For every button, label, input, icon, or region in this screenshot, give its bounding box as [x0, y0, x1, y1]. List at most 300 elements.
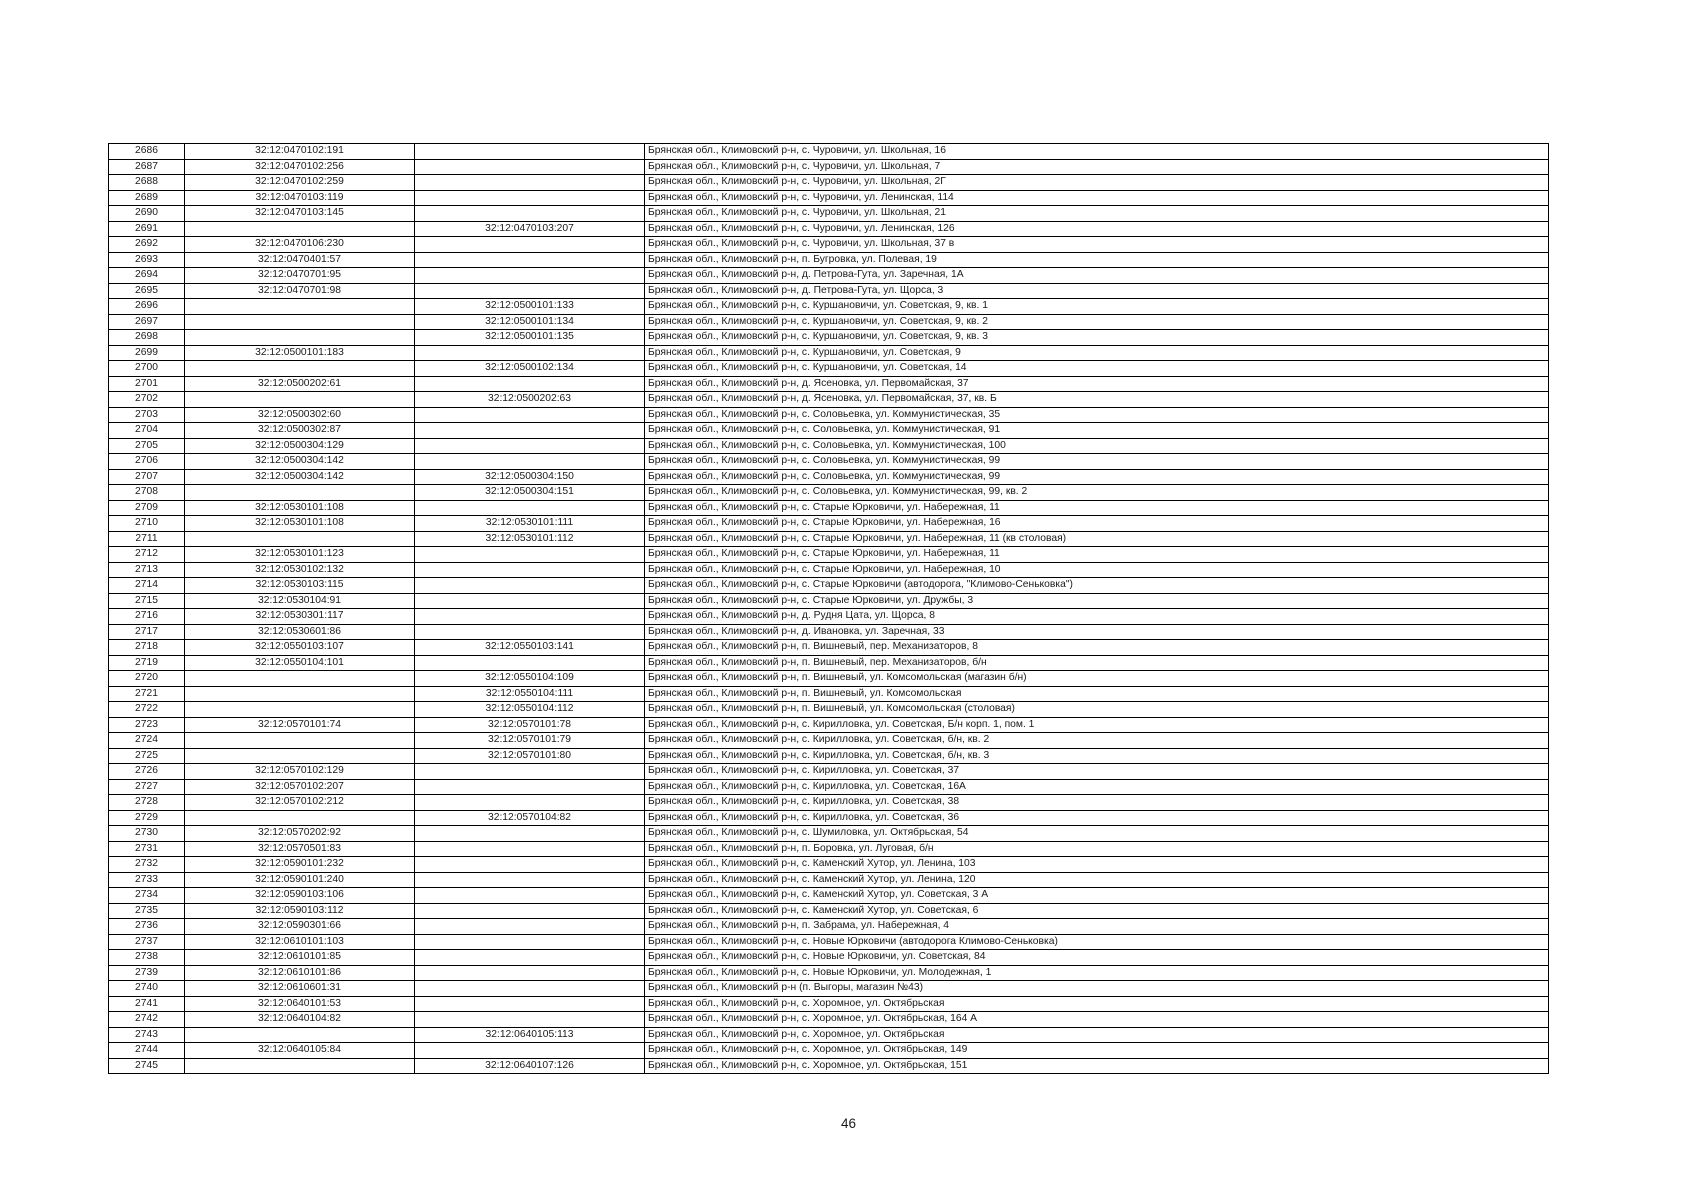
cadastral-number-cell: 32:12:0500304:142 [185, 454, 415, 470]
table-row [109, 454, 1549, 470]
table-row [109, 1043, 1549, 1059]
address-cell: Брянская обл., Климовский р-н, с. Старые Юрковичи, ул. Набережная, 11 [645, 547, 1549, 563]
cadastral-number-cell: 32:12:0470106:230 [185, 237, 415, 253]
address-cell: Брянская обл., Климовский р-н, с. Куршановичи, ул. Советская, 9, кв. 1 [645, 299, 1549, 315]
address-cell: Брянская обл., Климовский р-н, п. Вишневый, пер. Механизаторов, б/н [645, 655, 1549, 671]
row-number-cell: 2722 [109, 702, 185, 718]
address-cell: Брянская обл., Климовский р-н, с. Чуровичи, ул. Школьная, 2Г [645, 175, 1549, 191]
cadastral-number-cell [185, 748, 415, 764]
address-cell: Брянская обл., Климовский р-н, с. Кирилловка, ул. Советская, б/н, кв. 2 [645, 733, 1549, 749]
table-row [109, 283, 1549, 299]
address-cell: Брянская обл., Климовский р-н, с. Новые Юрковичи, ул. Молодежная, 1 [645, 965, 1549, 981]
row-number-cell: 2738 [109, 950, 185, 966]
row-number-cell: 2732 [109, 857, 185, 873]
table-row [109, 485, 1549, 501]
related-cadastral-number-cell [415, 841, 645, 857]
row-number-cell: 2728 [109, 795, 185, 811]
table-row [109, 919, 1549, 935]
registry-table-container [108, 143, 1548, 1074]
cadastral-number-cell: 32:12:0530301:117 [185, 609, 415, 625]
cadastral-number-cell [185, 1058, 415, 1074]
related-cadastral-number-cell: 32:12:0550104:111 [415, 686, 645, 702]
address-cell: Брянская обл., Климовский р-н, с. Чуровичи, ул. Школьная, 21 [645, 206, 1549, 222]
table-row [109, 655, 1549, 671]
row-number-cell: 2692 [109, 237, 185, 253]
related-cadastral-number-cell: 32:12:0570101:80 [415, 748, 645, 764]
related-cadastral-number-cell: 32:12:0500304:151 [415, 485, 645, 501]
row-number-cell: 2707 [109, 469, 185, 485]
row-number-cell: 2717 [109, 624, 185, 640]
related-cadastral-number-cell: 32:12:0500101:133 [415, 299, 645, 315]
row-number-cell: 2737 [109, 934, 185, 950]
row-number-cell: 2696 [109, 299, 185, 315]
cadastral-number-cell: 32:12:0530101:108 [185, 516, 415, 532]
row-number-cell: 2743 [109, 1027, 185, 1043]
row-number-cell: 2736 [109, 919, 185, 935]
row-number-cell: 2718 [109, 640, 185, 656]
row-number-cell: 2700 [109, 361, 185, 377]
cadastral-number-cell: 32:12:0610101:86 [185, 965, 415, 981]
table-row [109, 1058, 1549, 1074]
row-number-cell: 2739 [109, 965, 185, 981]
table-row [109, 221, 1549, 237]
row-number-cell: 2705 [109, 438, 185, 454]
cadastral-number-cell [185, 221, 415, 237]
table-row [109, 175, 1549, 191]
related-cadastral-number-cell [415, 857, 645, 873]
row-number-cell: 2740 [109, 981, 185, 997]
table-row [109, 159, 1549, 175]
related-cadastral-number-cell [415, 268, 645, 284]
row-number-cell: 2698 [109, 330, 185, 346]
row-number-cell: 2745 [109, 1058, 185, 1074]
address-cell: Брянская обл., Климовский р-н, п. Вишневый, пер. Механизаторов, 8 [645, 640, 1549, 656]
related-cadastral-number-cell [415, 144, 645, 160]
table-row [109, 516, 1549, 532]
cadastral-number-cell: 32:12:0470701:95 [185, 268, 415, 284]
table-row [109, 748, 1549, 764]
cadastral-number-cell [185, 702, 415, 718]
address-cell: Брянская обл., Климовский р-н, с. Старые Юрковичи (автодорога, "Климово-Сеньковка") [645, 578, 1549, 594]
cadastral-number-cell: 32:12:0590103:106 [185, 888, 415, 904]
cadastral-number-cell: 32:12:0590101:232 [185, 857, 415, 873]
related-cadastral-number-cell: 32:12:0550104:112 [415, 702, 645, 718]
address-cell: Брянская обл., Климовский р-н, с. Куршановичи, ул. Советская, 14 [645, 361, 1549, 377]
table-row [109, 888, 1549, 904]
address-cell: Брянская обл., Климовский р-н, с. Чуровичи, ул. Ленинская, 126 [645, 221, 1549, 237]
related-cadastral-number-cell [415, 423, 645, 439]
related-cadastral-number-cell [415, 903, 645, 919]
row-number-cell: 2714 [109, 578, 185, 594]
cadastral-number-cell: 32:12:0500302:87 [185, 423, 415, 439]
related-cadastral-number-cell [415, 500, 645, 516]
address-cell: Брянская обл., Климовский р-н, с. Чуровичи, ул. Школьная, 7 [645, 159, 1549, 175]
row-number-cell: 2733 [109, 872, 185, 888]
cadastral-number-cell: 32:12:0470102:256 [185, 159, 415, 175]
related-cadastral-number-cell [415, 175, 645, 191]
table-row [109, 996, 1549, 1012]
table-row [109, 593, 1549, 609]
cadastral-number-cell [185, 1027, 415, 1043]
table-row [109, 1012, 1549, 1028]
address-cell: Брянская обл., Климовский р-н, д. Петрова-Гута, ул. Заречная, 1А [645, 268, 1549, 284]
related-cadastral-number-cell [415, 237, 645, 253]
related-cadastral-number-cell [415, 965, 645, 981]
table-row [109, 702, 1549, 718]
related-cadastral-number-cell [415, 547, 645, 563]
table-row [109, 407, 1549, 423]
row-number-cell: 2720 [109, 671, 185, 687]
related-cadastral-number-cell: 32:12:0640105:113 [415, 1027, 645, 1043]
row-number-cell: 2704 [109, 423, 185, 439]
cadastral-number-cell: 32:12:0470102:191 [185, 144, 415, 160]
table-row [109, 252, 1549, 268]
cadastral-number-cell [185, 361, 415, 377]
table-row [109, 764, 1549, 780]
table-row [109, 965, 1549, 981]
table-row [109, 624, 1549, 640]
cadastral-number-cell: 32:12:0550103:107 [185, 640, 415, 656]
address-cell: Брянская обл., Климовский р-н, с. Кирилловка, ул. Советская, 36 [645, 810, 1549, 826]
cadastral-number-cell [185, 733, 415, 749]
table-row [109, 1027, 1549, 1043]
cadastral-number-cell: 32:12:0570202:92 [185, 826, 415, 842]
row-number-cell: 2724 [109, 733, 185, 749]
related-cadastral-number-cell [415, 1043, 645, 1059]
table-row [109, 547, 1549, 563]
cadastral-number-cell: 32:12:0570501:83 [185, 841, 415, 857]
address-cell: Брянская обл., Климовский р-н, с. Соловьевка, ул. Коммунистическая, 99 [645, 469, 1549, 485]
related-cadastral-number-cell [415, 888, 645, 904]
row-number-cell: 2741 [109, 996, 185, 1012]
related-cadastral-number-cell [415, 779, 645, 795]
related-cadastral-number-cell [415, 996, 645, 1012]
cadastral-number-cell: 32:12:0570102:129 [185, 764, 415, 780]
table-row [109, 795, 1549, 811]
address-cell: Брянская обл., Климовский р-н, с. Кирилловка, ул. Советская, б/н, кв. 3 [645, 748, 1549, 764]
address-cell: Брянская обл., Климовский р-н, д. Рудня Цата, ул. Щорса, 8 [645, 609, 1549, 625]
cadastral-number-cell: 32:12:0610101:103 [185, 934, 415, 950]
table-row [109, 361, 1549, 377]
row-number-cell: 2727 [109, 779, 185, 795]
address-cell: Брянская обл., Климовский р-н, п. Бугровка, ул. Полевая, 19 [645, 252, 1549, 268]
table-row [109, 438, 1549, 454]
table-row [109, 671, 1549, 687]
address-cell: Брянская обл., Климовский р-н, с. Каменский Хутор, ул. Советская, 6 [645, 903, 1549, 919]
related-cadastral-number-cell: 32:12:0500304:150 [415, 469, 645, 485]
cadastral-number-cell: 32:12:0640104:82 [185, 1012, 415, 1028]
cadastral-number-cell: 32:12:0500302:60 [185, 407, 415, 423]
table-row [109, 810, 1549, 826]
address-cell: Брянская обл., Климовский р-н, п. Боровка, ул. Луговая, б/н [645, 841, 1549, 857]
related-cadastral-number-cell: 32:12:0500202:63 [415, 392, 645, 408]
related-cadastral-number-cell [415, 407, 645, 423]
related-cadastral-number-cell [415, 345, 645, 361]
address-cell: Брянская обл., Климовский р-н, с. Кирилловка, ул. Советская, 37 [645, 764, 1549, 780]
address-cell: Брянская обл., Климовский р-н, с. Каменский Хутор, ул. Советская, 3 А [645, 888, 1549, 904]
table-row [109, 826, 1549, 842]
row-number-cell: 2694 [109, 268, 185, 284]
row-number-cell: 2687 [109, 159, 185, 175]
address-cell: Брянская обл., Климовский р-н, с. Чуровичи, ул. Школьная, 16 [645, 144, 1549, 160]
related-cadastral-number-cell [415, 981, 645, 997]
related-cadastral-number-cell [415, 1012, 645, 1028]
row-number-cell: 2690 [109, 206, 185, 222]
cadastral-number-cell: 32:12:0570101:74 [185, 717, 415, 733]
related-cadastral-number-cell: 32:12:0550104:109 [415, 671, 645, 687]
cadastral-number-cell: 32:12:0470103:145 [185, 206, 415, 222]
table-row [109, 733, 1549, 749]
related-cadastral-number-cell [415, 578, 645, 594]
row-number-cell: 2686 [109, 144, 185, 160]
row-number-cell: 2697 [109, 314, 185, 330]
related-cadastral-number-cell [415, 950, 645, 966]
address-cell: Брянская обл., Климовский р-н, с. Чуровичи, ул. Школьная, 37 в [645, 237, 1549, 253]
cadastral-number-cell: 32:12:0530103:115 [185, 578, 415, 594]
related-cadastral-number-cell [415, 795, 645, 811]
row-number-cell: 2719 [109, 655, 185, 671]
table-row [109, 857, 1549, 873]
table-row [109, 392, 1549, 408]
row-number-cell: 2744 [109, 1043, 185, 1059]
row-number-cell: 2716 [109, 609, 185, 625]
address-cell: Брянская обл., Климовский р-н, д. Ясеновка, ул. Первомайская, 37 [645, 376, 1549, 392]
row-number-cell: 2693 [109, 252, 185, 268]
related-cadastral-number-cell [415, 454, 645, 470]
row-number-cell: 2742 [109, 1012, 185, 1028]
related-cadastral-number-cell [415, 826, 645, 842]
table-row [109, 268, 1549, 284]
row-number-cell: 2702 [109, 392, 185, 408]
table-row [109, 950, 1549, 966]
cadastral-number-cell: 32:12:0470701:98 [185, 283, 415, 299]
related-cadastral-number-cell [415, 934, 645, 950]
related-cadastral-number-cell [415, 190, 645, 206]
address-cell: Брянская обл., Климовский р-н, п. Вишневый, ул. Комсомольская (столовая) [645, 702, 1549, 718]
row-number-cell: 2734 [109, 888, 185, 904]
table-row [109, 330, 1549, 346]
table-row [109, 640, 1549, 656]
address-cell: Брянская обл., Климовский р-н, с. Кирилловка, ул. Советская, 38 [645, 795, 1549, 811]
table-row [109, 206, 1549, 222]
row-number-cell: 2710 [109, 516, 185, 532]
address-cell: Брянская обл., Климовский р-н, с. Старые Юрковичи, ул. Набережная, 10 [645, 562, 1549, 578]
cadastral-number-cell: 32:12:0530601:86 [185, 624, 415, 640]
row-number-cell: 2699 [109, 345, 185, 361]
table-row [109, 872, 1549, 888]
address-cell: Брянская обл., Климовский р-н, с. Куршановичи, ул. Советская, 9 [645, 345, 1549, 361]
related-cadastral-number-cell: 32:12:0570101:79 [415, 733, 645, 749]
related-cadastral-number-cell [415, 655, 645, 671]
related-cadastral-number-cell [415, 609, 645, 625]
row-number-cell: 2723 [109, 717, 185, 733]
address-cell: Брянская обл., Климовский р-н, п. Вишневый, ул. Комсомольская (магазин б/н) [645, 671, 1549, 687]
row-number-cell: 2689 [109, 190, 185, 206]
related-cadastral-number-cell [415, 438, 645, 454]
row-number-cell: 2706 [109, 454, 185, 470]
related-cadastral-number-cell: 32:12:0530101:112 [415, 531, 645, 547]
row-number-cell: 2695 [109, 283, 185, 299]
page-number: 46 [840, 1116, 857, 1131]
cadastral-number-cell: 32:12:0530101:108 [185, 500, 415, 516]
cadastral-number-cell: 32:12:0500304:129 [185, 438, 415, 454]
address-cell: Брянская обл., Климовский р-н, с. Новые Юрковичи (автодорога Климово-Сеньковка) [645, 934, 1549, 950]
address-cell: Брянская обл., Климовский р-н, с. Соловьевка, ул. Коммунистическая, 91 [645, 423, 1549, 439]
cadastral-number-cell: 32:12:0550104:101 [185, 655, 415, 671]
address-cell: Брянская обл., Климовский р-н, с. Хоромное, ул. Октябрьская, 149 [645, 1043, 1549, 1059]
address-cell: Брянская обл., Климовский р-н, с. Соловьевка, ул. Коммунистическая, 99 [645, 454, 1549, 470]
cadastral-number-cell: 32:12:0530101:123 [185, 547, 415, 563]
related-cadastral-number-cell [415, 283, 645, 299]
address-cell: Брянская обл., Климовский р-н, с. Старые Юрковичи, ул. Набережная, 16 [645, 516, 1549, 532]
cadastral-number-cell: 32:12:0570102:207 [185, 779, 415, 795]
related-cadastral-number-cell: 32:12:0500101:134 [415, 314, 645, 330]
address-cell: Брянская обл., Климовский р-н, с. Кирилловка, ул. Советская, 16А [645, 779, 1549, 795]
related-cadastral-number-cell [415, 562, 645, 578]
related-cadastral-number-cell: 32:12:0530101:111 [415, 516, 645, 532]
address-cell: Брянская обл., Климовский р-н, с. Хоромное, ул. Октябрьская, 151 [645, 1058, 1549, 1074]
cadastral-number-cell: 32:12:0470102:259 [185, 175, 415, 191]
address-cell: Брянская обл., Климовский р-н, п. Вишневый, ул. Комсомольская [645, 686, 1549, 702]
related-cadastral-number-cell [415, 872, 645, 888]
address-cell: Брянская обл., Климовский р-н, с. Шумиловка, ул. Октябрьская, 54 [645, 826, 1549, 842]
related-cadastral-number-cell [415, 159, 645, 175]
address-cell: Брянская обл., Климовский р-н, с. Соловьевка, ул. Коммунистическая, 99, кв. 2 [645, 485, 1549, 501]
related-cadastral-number-cell [415, 206, 645, 222]
cadastral-number-cell: 32:12:0530102:132 [185, 562, 415, 578]
address-cell: Брянская обл., Климовский р-н, с. Старые Юрковичи, ул. Набережная, 11 [645, 500, 1549, 516]
cadastral-number-cell [185, 314, 415, 330]
address-cell: Брянская обл., Климовский р-н, д. Петрова-Гута, ул. Щорса, 3 [645, 283, 1549, 299]
address-cell: Брянская обл., Климовский р-н (п. Выгоры, магазин №43) [645, 981, 1549, 997]
related-cadastral-number-cell [415, 624, 645, 640]
cadastral-number-cell: 32:12:0470103:119 [185, 190, 415, 206]
related-cadastral-number-cell: 32:12:0500101:135 [415, 330, 645, 346]
cadastral-number-cell [185, 485, 415, 501]
related-cadastral-number-cell: 32:12:0470103:207 [415, 221, 645, 237]
address-cell: Брянская обл., Климовский р-н, с. Старые Юрковичи, ул. Набережная, 11 (кв столовая) [645, 531, 1549, 547]
cadastral-number-cell: 32:12:0530104:91 [185, 593, 415, 609]
table-row [109, 531, 1549, 547]
related-cadastral-number-cell [415, 764, 645, 780]
table-row [109, 779, 1549, 795]
related-cadastral-number-cell: 32:12:0570104:82 [415, 810, 645, 826]
row-number-cell: 2729 [109, 810, 185, 826]
cadastral-number-cell: 32:12:0610101:85 [185, 950, 415, 966]
row-number-cell: 2713 [109, 562, 185, 578]
table-row [109, 144, 1549, 160]
table-row [109, 500, 1549, 516]
cadastral-number-cell [185, 686, 415, 702]
cadastral-number-cell [185, 671, 415, 687]
address-cell: Брянская обл., Климовский р-н, п. Забрама, ул. Набережная, 4 [645, 919, 1549, 935]
row-number-cell: 2725 [109, 748, 185, 764]
table-row [109, 299, 1549, 315]
table-row [109, 934, 1549, 950]
table-row [109, 609, 1549, 625]
table-row [109, 841, 1549, 857]
table-row [109, 686, 1549, 702]
table-row [109, 314, 1549, 330]
cadastral-number-cell: 32:12:0590301:66 [185, 919, 415, 935]
row-number-cell: 2715 [109, 593, 185, 609]
address-cell: Брянская обл., Климовский р-н, с. Кирилловка, ул. Советская, Б/н корп. 1, пом. 1 [645, 717, 1549, 733]
table-row [109, 981, 1549, 997]
row-number-cell: 2726 [109, 764, 185, 780]
row-number-cell: 2688 [109, 175, 185, 191]
row-number-cell: 2735 [109, 903, 185, 919]
table-row [109, 469, 1549, 485]
row-number-cell: 2709 [109, 500, 185, 516]
address-cell: Брянская обл., Климовский р-н, с. Чуровичи, ул. Ленинская, 114 [645, 190, 1549, 206]
cadastral-number-cell: 32:12:0500202:61 [185, 376, 415, 392]
cadastral-number-cell: 32:12:0500101:183 [185, 345, 415, 361]
address-cell: Брянская обл., Климовский р-н, с. Хоромное, ул. Октябрьская, 164 А [645, 1012, 1549, 1028]
related-cadastral-number-cell [415, 376, 645, 392]
registry-table [108, 143, 1549, 1074]
row-number-cell: 2731 [109, 841, 185, 857]
table-row [109, 717, 1549, 733]
related-cadastral-number-cell: 32:12:0500102:134 [415, 361, 645, 377]
address-cell: Брянская обл., Климовский р-н, с. Каменский Хутор, ул. Ленина, 103 [645, 857, 1549, 873]
table-row [109, 562, 1549, 578]
row-number-cell: 2691 [109, 221, 185, 237]
cadastral-number-cell [185, 531, 415, 547]
related-cadastral-number-cell [415, 593, 645, 609]
cadastral-number-cell: 32:12:0590101:240 [185, 872, 415, 888]
registry-table-body [109, 144, 1549, 1074]
cadastral-number-cell: 32:12:0640105:84 [185, 1043, 415, 1059]
table-row [109, 903, 1549, 919]
related-cadastral-number-cell: 32:12:0570101:78 [415, 717, 645, 733]
cadastral-number-cell: 32:12:0470401:57 [185, 252, 415, 268]
related-cadastral-number-cell: 32:12:0640107:126 [415, 1058, 645, 1074]
related-cadastral-number-cell [415, 919, 645, 935]
cadastral-number-cell [185, 810, 415, 826]
table-row [109, 237, 1549, 253]
cadastral-number-cell: 32:12:0610601:31 [185, 981, 415, 997]
address-cell: Брянская обл., Климовский р-н, с. Соловьевка, ул. Коммунистическая, 100 [645, 438, 1549, 454]
cadastral-number-cell: 32:12:0590103:112 [185, 903, 415, 919]
related-cadastral-number-cell: 32:12:0550103:141 [415, 640, 645, 656]
row-number-cell: 2701 [109, 376, 185, 392]
table-row [109, 345, 1549, 361]
table-row [109, 190, 1549, 206]
cadastral-number-cell [185, 392, 415, 408]
address-cell: Брянская обл., Климовский р-н, с. Хоромное, ул. Октябрьская [645, 996, 1549, 1012]
row-number-cell: 2708 [109, 485, 185, 501]
address-cell: Брянская обл., Климовский р-н, с. Куршановичи, ул. Советская, 9, кв. 3 [645, 330, 1549, 346]
row-number-cell: 2721 [109, 686, 185, 702]
address-cell: Брянская обл., Климовский р-н, с. Каменский Хутор, ул. Ленина, 120 [645, 872, 1549, 888]
address-cell: Брянская обл., Климовский р-н, д. Ивановка, ул. Заречная, 33 [645, 624, 1549, 640]
cadastral-number-cell: 32:12:0500304:142 [185, 469, 415, 485]
address-cell: Брянская обл., Климовский р-н, с. Старые Юрковичи, ул. Дружбы, 3 [645, 593, 1549, 609]
related-cadastral-number-cell [415, 252, 645, 268]
row-number-cell: 2711 [109, 531, 185, 547]
address-cell: Брянская обл., Климовский р-н, с. Хоромное, ул. Октябрьская [645, 1027, 1549, 1043]
cadastral-number-cell: 32:12:0640101:53 [185, 996, 415, 1012]
address-cell: Брянская обл., Климовский р-н, с. Куршановичи, ул. Советская, 9, кв. 2 [645, 314, 1549, 330]
address-cell: Брянская обл., Климовский р-н, с. Соловьевка, ул. Коммунистическая, 35 [645, 407, 1549, 423]
table-row [109, 376, 1549, 392]
row-number-cell: 2703 [109, 407, 185, 423]
row-number-cell: 2712 [109, 547, 185, 563]
table-row [109, 423, 1549, 439]
row-number-cell: 2730 [109, 826, 185, 842]
cadastral-number-cell [185, 299, 415, 315]
address-cell: Брянская обл., Климовский р-н, с. Новые Юрковичи, ул. Советская, 84 [645, 950, 1549, 966]
